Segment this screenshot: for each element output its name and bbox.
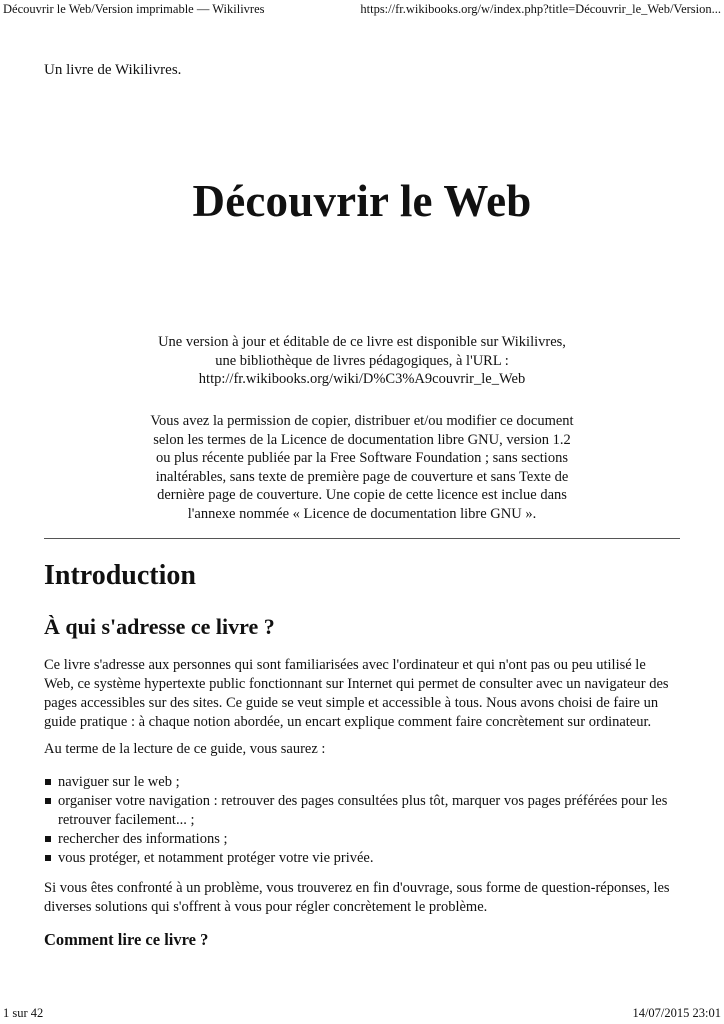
book-title: Découvrir le Web — [192, 176, 532, 226]
outcomes-list — [44, 773, 684, 868]
bullet-square-icon — [45, 798, 51, 804]
paragraph-line: Si vous êtes confronté à un problème, vous trouverez en fin d'ouvrage, sous forme de question-réponses, les — [44, 880, 670, 896]
bullet-square-icon — [45, 779, 51, 785]
license-line: l'annexe nommée « Licence de documentation libre GNU ». — [187, 505, 537, 522]
list-item-text: naviguer sur le web ; — [58, 774, 180, 790]
paragraph-line: diverses solutions qui s'offrent à vous pour régler concrètement le problème. — [44, 899, 488, 915]
availability-notice — [0, 333, 724, 389]
subsection-heading-audience: À qui s'adresse ce livre ? — [44, 614, 275, 639]
list-item — [44, 792, 684, 830]
list-item — [44, 849, 684, 868]
bullet-square-icon — [45, 836, 51, 842]
print-header-url: https://fr.wikibooks.org/w/index.php?title=Découvrir_le_Web/Version... — [360, 2, 721, 16]
list-item-text: retrouver facilement... ; — [58, 812, 195, 828]
availability-url[interactable]: http://fr.wikibooks.org/wiki/D%C3%A9couvrir_le_Web — [198, 371, 526, 387]
list-item-text: vous protéger, et notamment protéger votre vie privée. — [58, 850, 374, 866]
license-line: selon les termes de la Licence de documentation libre GNU, version 1.2 — [153, 431, 571, 448]
list-item-text: organiser votre navigation : retrouver des pages consultées plus tôt, marquer vos pages préférées pour les — [58, 793, 668, 809]
print-header-page-title: Découvrir le Web/Version imprimable — Wikilivres — [3, 2, 265, 16]
paragraph-line: Web, ce système hypertexte public fonctionnant sur Internet qui permet de consulter avec un navigateur des — [44, 676, 669, 692]
list-item — [44, 773, 684, 792]
bullet-square-icon — [45, 855, 51, 861]
license-line: Vous avez la permission de copier, distribuer et/ou modifier ce document — [150, 413, 574, 429]
paragraph-audience — [44, 656, 684, 732]
print-footer-datetime: 14/07/2015 23:01 — [632, 1006, 721, 1020]
section-divider — [44, 538, 680, 539]
paragraph-troubleshooting — [44, 879, 684, 917]
list-item — [44, 830, 684, 849]
subsection-heading-how-to-read: Comment lire ce livre ? — [44, 930, 209, 949]
paragraph-line: Ce livre s'adresse aux personnes qui sont familiarisées avec l'ordinateur et qui n'ont pas ou peu utilisé le — [44, 657, 646, 673]
paragraph-line: guide pratique : à chaque notion abordée, un encart explique comment faire concrètement sur ordinateur. — [44, 714, 652, 730]
list-item-text: rechercher des informations ; — [58, 831, 228, 847]
license-line: inaltérables, sans texte de première page de couverture et sans Texte de — [155, 468, 569, 485]
availability-line: Une version à jour et éditable de ce livre est disponible sur Wikilivres, — [158, 334, 566, 350]
print-footer-page-count: 1 sur 42 — [3, 1006, 44, 1020]
license-line: ou plus récente publiée par la Free Software Foundation ; sans sections — [156, 450, 568, 466]
paragraph-line: pages accessibles sur des sites. Ce guide se veut simple et accessible à tous. Nous avons choisi de faire un — [44, 695, 659, 711]
paragraph-outcomes-intro: Au terme de la lecture de ce guide, vous saurez : — [44, 741, 326, 757]
section-heading-introduction: Introduction — [44, 560, 196, 591]
license-line: dernière page de couverture. Une copie de cette licence est inclue dans — [157, 487, 567, 503]
availability-line: une bibliothèque de livres pédagogiques, à l'URL : — [215, 352, 509, 369]
intro-line: Un livre de Wikilivres. — [44, 62, 182, 78]
license-notice — [0, 412, 724, 523]
